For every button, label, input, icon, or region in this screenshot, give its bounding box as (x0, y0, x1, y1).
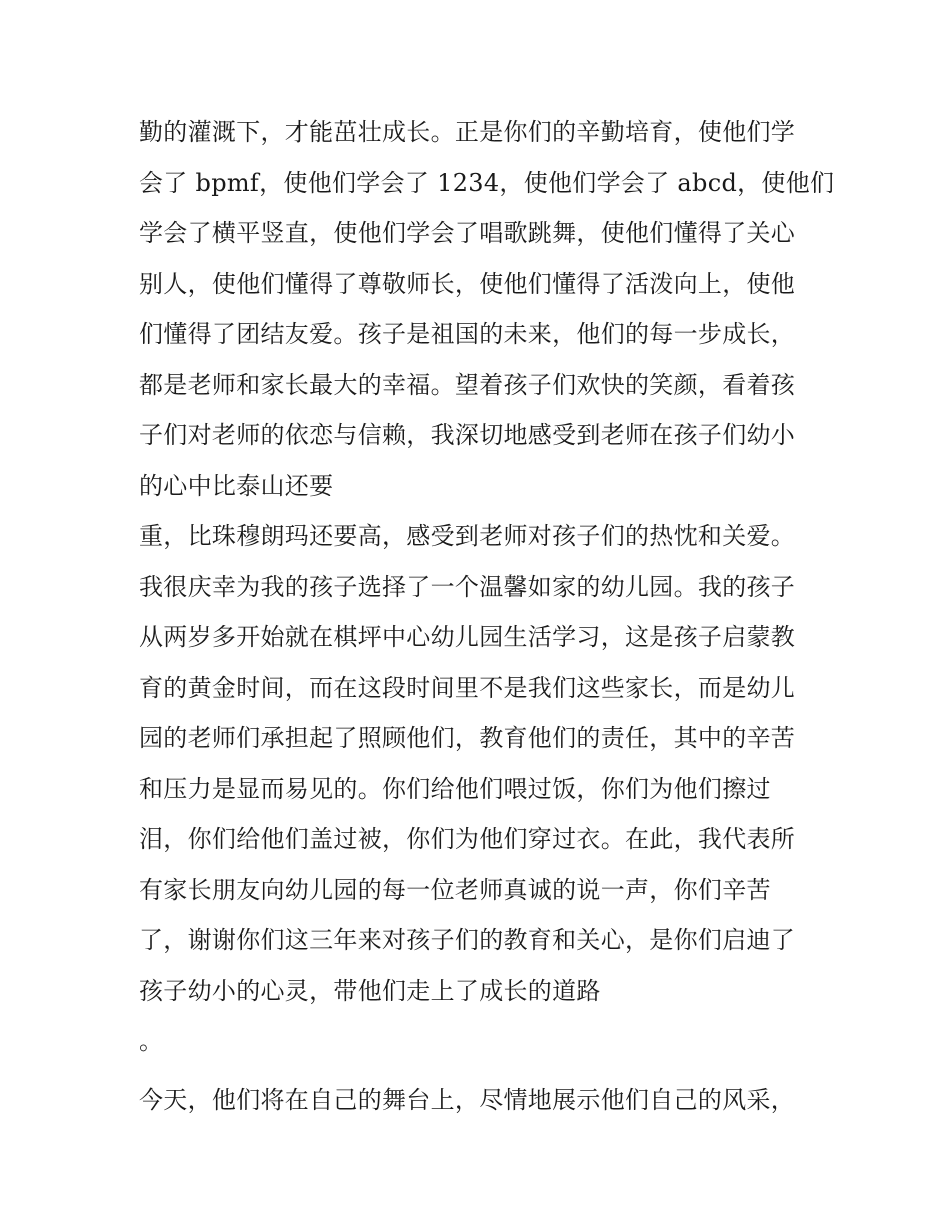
text-line: 勤的灌溉下，才能茁壮成长。正是你们的辛勤培育，使他们学 (139, 118, 796, 146)
text-line: 我很庆幸为我的孩子选择了一个温馨如家的幼儿园。我的孩子 (139, 572, 796, 601)
text-line: 孩子幼小的心灵，带他们走上了成长的道路 (139, 976, 601, 1005)
text-line: 们懂得了团结友爱。孩子是祖国的未来，他们的每一步成长， (139, 320, 796, 348)
text-line: 和压力是显而易见的。你们给他们喂过饭，你们为他们擦过 (139, 774, 771, 803)
text-line: 今天，他们将在自己的舞台上，尽情地展示他们自己的风采， (139, 1085, 796, 1114)
text-line: 重，比珠穆朗玛还要高，感受到老师对孩子们的热忱和关爱。 (139, 522, 796, 550)
text-line: 会了 bpmf，使他们学会了 1234，使他们学会了 abcd，使他们 (139, 168, 835, 197)
text-line: 别人，使他们懂得了尊敬师长，使他们懂得了活泼向上，使他 (139, 269, 796, 298)
text-line: 从两岁多开始就在棋坪中心幼儿园生活学习，这是孩子启蒙教 (139, 623, 796, 651)
text-line: 学会了横平竖直，使他们学会了唱歌跳舞，使他们懂得了关心 (139, 219, 796, 247)
text-line: 泪，你们给他们盖过被，你们为他们穿过衣。在此，我代表所 (139, 825, 796, 853)
text-line: 有家长朋友向幼儿园的每一位老师真诚的说一声，你们辛苦 (139, 875, 771, 904)
text-line: 子们对老师的依恋与信赖，我深切地感受到老师在孩子们幼小 (139, 421, 796, 449)
text-line: 的心中比泰山还要 (139, 471, 334, 500)
body-text (139, 107, 835, 1125)
text-line: 。 (139, 1027, 164, 1055)
paragraph-gap (139, 1067, 819, 1075)
text-line: 园的老师们承担起了照顾他们，教育他们的责任，其中的辛苦 (139, 724, 796, 752)
text-line: 了，谢谢你们这三年来对孩子们的教育和关心，是你们启迪了 (139, 926, 796, 954)
text-line: 都是老师和家长最大的幸福。望着孩子们欢快的笑颜，看着孩 (139, 370, 796, 399)
text-line: 育的黄金时间，而在这段时间里不是我们这些家长，而是幼儿 (139, 673, 796, 702)
